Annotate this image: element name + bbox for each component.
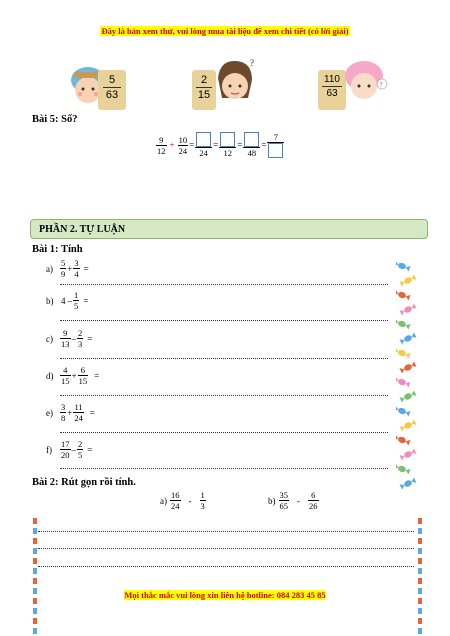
answer-line[interactable] xyxy=(38,548,414,549)
equals-sign: = xyxy=(87,333,93,344)
denominator: 5 xyxy=(78,450,83,460)
numerator: 11 xyxy=(74,402,83,412)
card-denominator: 63 xyxy=(105,89,119,101)
fraction xyxy=(73,402,84,423)
denominator: 9 xyxy=(61,269,66,279)
card-denominator: 63 xyxy=(326,88,338,99)
bai2-exercise-b xyxy=(268,490,319,511)
fraction xyxy=(77,439,83,460)
numerator: 17 xyxy=(61,439,70,449)
numerator: 7 xyxy=(267,132,284,143)
numerator: 16 xyxy=(171,490,180,500)
fraction xyxy=(73,290,79,311)
numerator: 2 xyxy=(78,328,83,338)
exercise-f xyxy=(46,439,93,460)
character-card-2 xyxy=(192,56,262,110)
fraction xyxy=(200,490,206,511)
item-label: d) xyxy=(46,370,54,381)
numerator: 9 xyxy=(60,328,71,339)
equals-sign: = xyxy=(261,140,267,150)
answer-line[interactable] xyxy=(60,468,388,469)
answer-box[interactable] xyxy=(220,132,235,147)
item-label: b) xyxy=(46,295,54,306)
answer-box[interactable] xyxy=(244,132,259,147)
fraction xyxy=(60,402,66,423)
character-card-1 xyxy=(66,58,134,110)
equals-sign: = xyxy=(189,140,195,150)
denominator: 8 xyxy=(61,413,66,423)
denominator: 15 xyxy=(78,376,88,386)
fraction xyxy=(73,258,79,279)
card-denominator: 15 xyxy=(197,89,211,101)
fraction-blank xyxy=(219,132,236,158)
whole-number: 4 xyxy=(61,295,66,306)
numerator: 10 xyxy=(178,134,188,145)
fraction xyxy=(308,490,319,511)
equals-sign: = xyxy=(237,140,243,150)
fraction-blank xyxy=(267,132,284,158)
fraction-card-1 xyxy=(98,70,126,110)
numerator: 5 xyxy=(61,258,66,268)
denominator: 20 xyxy=(61,450,70,460)
answer-line[interactable] xyxy=(38,531,414,532)
bai1-title: Bài 1: Tính xyxy=(32,244,83,255)
girl-pink-hair-icon xyxy=(342,56,390,110)
numerator: 1 xyxy=(200,490,205,500)
denominator: 13 xyxy=(61,339,70,349)
denominator: 24 xyxy=(178,145,188,156)
equals-sign: = xyxy=(89,407,95,418)
answer-line[interactable] xyxy=(38,566,414,567)
equals-sign: = xyxy=(213,140,219,150)
footer-hotline: Mọi thắc mắc vui lòng xin liên hệ hotline: 084 283 45 85 xyxy=(124,590,326,600)
equals-sign: = xyxy=(83,295,89,306)
bai2-exercise-a xyxy=(160,490,206,511)
denominator: 24 xyxy=(74,413,83,423)
fraction xyxy=(60,365,71,386)
bai5-title: Bài 5: Số? xyxy=(32,114,78,125)
preview-banner: Đây là bản xem thử, vui lòng mua tài liệu để xem chi tiết (có lời giải) xyxy=(101,26,349,36)
answer-box[interactable] xyxy=(268,143,283,158)
exercise-b xyxy=(46,290,89,311)
denominator: 12 xyxy=(157,145,166,156)
numerator: 2 xyxy=(78,439,83,449)
item-label: a) xyxy=(160,495,167,506)
svg-text:?: ? xyxy=(250,58,254,68)
fraction xyxy=(178,135,189,156)
denominator: 26 xyxy=(309,501,318,511)
frame-border-right xyxy=(418,518,422,636)
denominator: 3 xyxy=(200,501,205,511)
denominator: 24 xyxy=(171,501,180,511)
operator: - xyxy=(188,495,192,506)
exercise-c xyxy=(46,328,93,349)
fraction xyxy=(170,490,181,511)
equals-sign: = xyxy=(94,370,100,381)
answer-line[interactable] xyxy=(60,320,388,321)
operator: – xyxy=(71,444,76,455)
fraction xyxy=(77,328,83,349)
item-label: a) xyxy=(46,263,53,274)
answer-line[interactable] xyxy=(60,395,388,396)
card-numerator: 110 xyxy=(324,74,340,85)
answer-line[interactable] xyxy=(60,358,388,359)
section-header: PHẦN 2. TỰ LUẬN xyxy=(30,219,428,239)
denominator: 65 xyxy=(279,501,288,511)
bai5-expression xyxy=(156,132,284,158)
exercise-a xyxy=(46,258,90,279)
item-label: e) xyxy=(46,407,53,418)
numerator: 4 xyxy=(60,365,71,376)
operator: + xyxy=(67,263,73,274)
answer-line[interactable] xyxy=(60,432,388,433)
denominator: 12 xyxy=(219,147,236,158)
plus-sign: + xyxy=(169,140,175,150)
item-label: c) xyxy=(46,333,53,344)
bai2-title: Bài 2: Rút gọn rồi tính. xyxy=(32,477,136,488)
fraction xyxy=(60,439,71,460)
item-label: f) xyxy=(46,444,52,455)
denominator: 48 xyxy=(243,147,260,158)
operator: – xyxy=(71,333,76,344)
denominator: 4 xyxy=(74,269,79,279)
answer-box[interactable] xyxy=(196,132,211,147)
exercise-e xyxy=(46,402,96,423)
equals-sign: = xyxy=(83,263,89,274)
denominator: 3 xyxy=(78,339,83,349)
item-label: b) xyxy=(268,495,276,506)
numerator: 3 xyxy=(61,402,66,412)
fraction xyxy=(60,258,66,279)
fraction xyxy=(60,328,71,349)
operator: - xyxy=(297,495,300,506)
numerator: 9 xyxy=(156,135,167,146)
fraction-blank xyxy=(195,132,212,158)
fraction xyxy=(279,490,290,511)
denominator: 24 xyxy=(195,147,212,158)
numerator: 6 xyxy=(308,490,319,501)
fraction xyxy=(78,365,89,386)
girl-thinking-icon xyxy=(212,56,258,110)
numerator: 35 xyxy=(279,490,288,500)
operator: – xyxy=(67,295,72,306)
frame-border-left xyxy=(33,518,37,636)
numerator: 6 xyxy=(78,365,89,376)
denominator: 15 xyxy=(61,376,70,386)
denominator: 5 xyxy=(74,301,79,311)
exercise-d xyxy=(46,365,100,386)
candy-decoration-icon xyxy=(396,262,422,498)
numerator: 1 xyxy=(74,290,79,300)
card-numerator: 2 xyxy=(200,74,208,86)
character-card-3 xyxy=(318,56,392,110)
fraction xyxy=(156,135,167,156)
answer-line[interactable] xyxy=(60,284,388,285)
fraction-blank xyxy=(243,132,260,158)
operator: + xyxy=(71,370,77,381)
operator: + xyxy=(67,407,73,418)
equals-sign: = xyxy=(87,444,93,455)
svg-text:?: ? xyxy=(379,81,383,89)
numerator: 3 xyxy=(74,258,79,268)
card-numerator: 5 xyxy=(108,74,116,86)
